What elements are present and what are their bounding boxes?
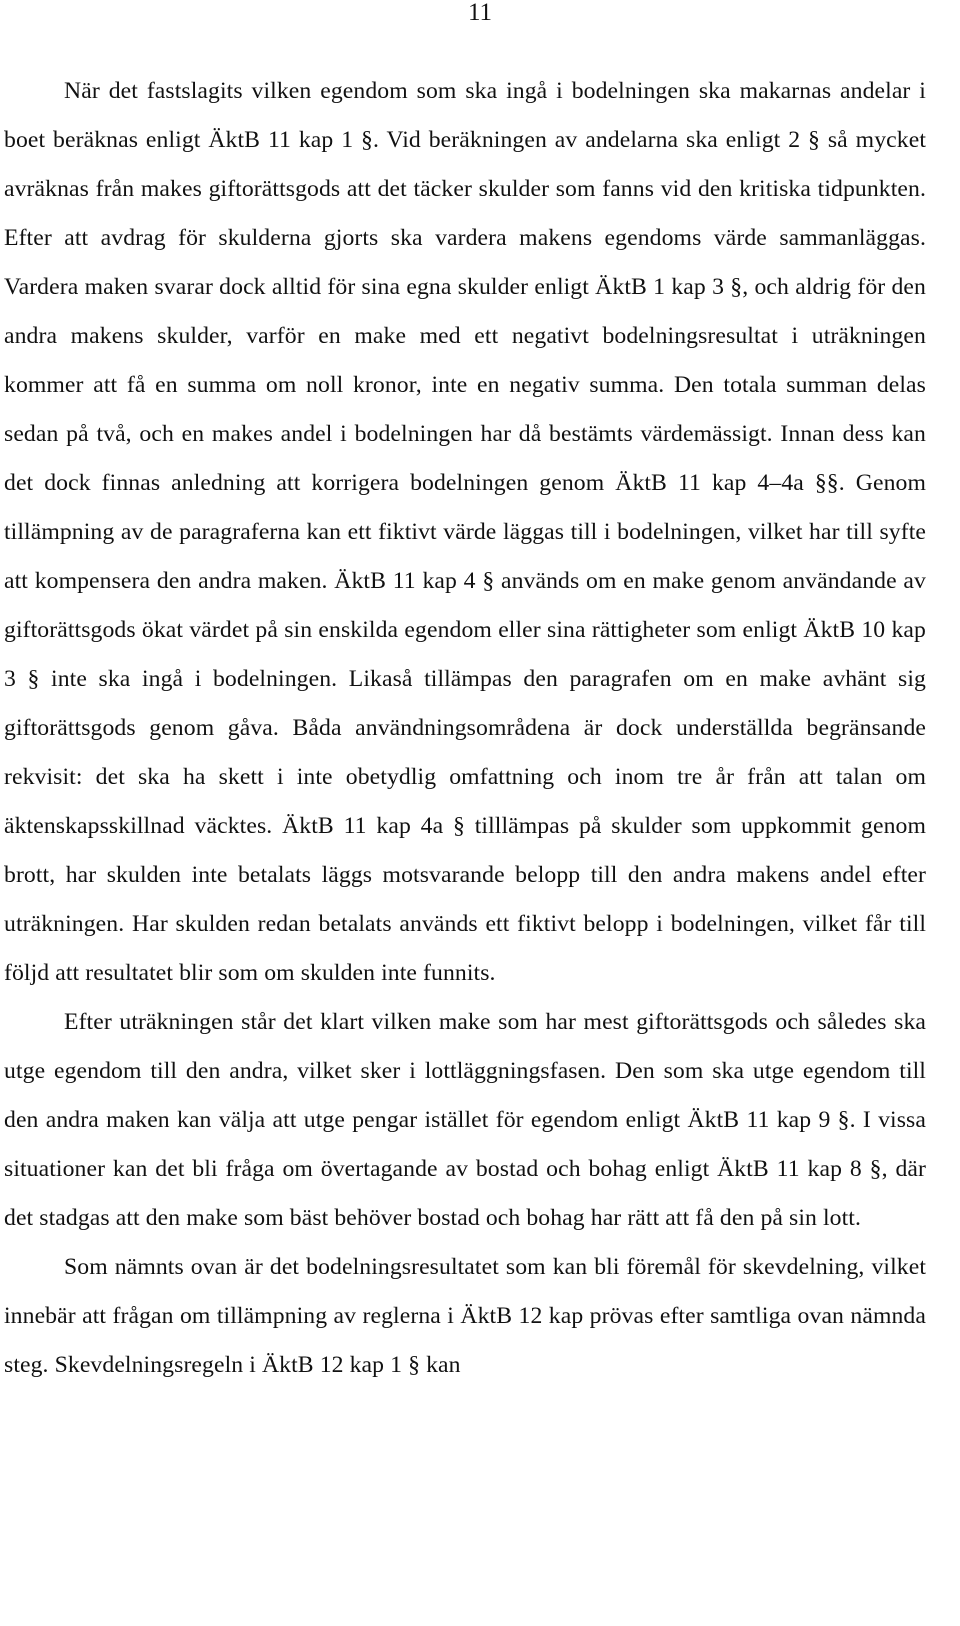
paragraph: När det fastslagits vilken egendom som ska ingå i bodelningen ska makarnas andelar i boet beräknas enligt ÄktB 11 kap 1 §. Vid beräkningen av andelarna ska enligt 2 § så mycket avräknas från makes giftorättsgods att det täcker skulder som fanns vid den kritiska tidpunkten. Efter att avdrag för skulderna gjorts ska vardera makens egendoms värde sammanläggas. Vardera maken svarar dock alltid för sina egna skulder enligt ÄktB 1 kap 3 §, och aldrig för den andra makens skulder, varför en make med ett negativt bodelningsresultat i uträkningen kommer att få en summa om noll kronor, inte en negativ summa. Den totala summan delas sedan på två, och en makes andel i bodelningen har då bestämts värdemässigt. Innan dess kan det dock finnas anledning att korrigera bodelningen genom ÄktB 11 kap 4–4a §§. Genom tillämpning av de paragraferna kan ett fiktivt värde läggas till i bodelningen, vilket har till syfte att kompensera den andra maken. ÄktB 11 kap 4 § används om en make genom användande av giftorättsgods ökat värdet på sin enskilda egendom eller sina rättigheter som enligt ÄktB 10 kap 3 § inte ska ingå i bodelningen. Likaså tillämpas den paragrafen om en make avhänt sig giftorättsgods genom gåva. Båda användningsområdena är dock underställda begränsande rekvisit: det ska ha skett i inte obetydlig omfattning och inom tre år från att talan om äktenskapsskillnad väcktes. ÄktB 11 kap 4a § tilllämpas på skulder som uppkommit genom brott, har skulden inte betalats läggs motsvarande belopp till den andra makens andel efter uträkningen. Har skulden redan betalats används ett fiktivt belopp i bodelningen, vilket får till följd att resultatet blir som om skulden inte funnits. — [4, 78, 926, 986]
paragraph: Efter uträkningen står det klart vilken make som har mest giftorättsgods och således ska utge egendom till den andra, vilket sker i lottläggningsfasen. Den som ska utge egendom till den andra maken kan välja att utge pengar istället för egendom enligt ÄktB 11 kap 9 §. I vissa situationer kan det bli fråga om övertagande av bostad och bohag enligt ÄktB 11 kap 8 §, där det stadgas att den make som bäst behöver bostad och bohag har rätt att få den på sin lott. — [4, 1009, 926, 1231]
paragraph: Som nämnts ovan är det bodelningsresultatet som kan bli föremål för skevdelning, vilket innebär att frågan om tillämpning av reglerna i ÄktB 12 kap prövas efter samtliga ovan nämnda steg. Skevdelningsregeln i ÄktB 12 kap 1 § kan — [4, 1254, 926, 1378]
body-text — [4, 67, 926, 1390]
page-number: 11 — [467, 0, 493, 26]
